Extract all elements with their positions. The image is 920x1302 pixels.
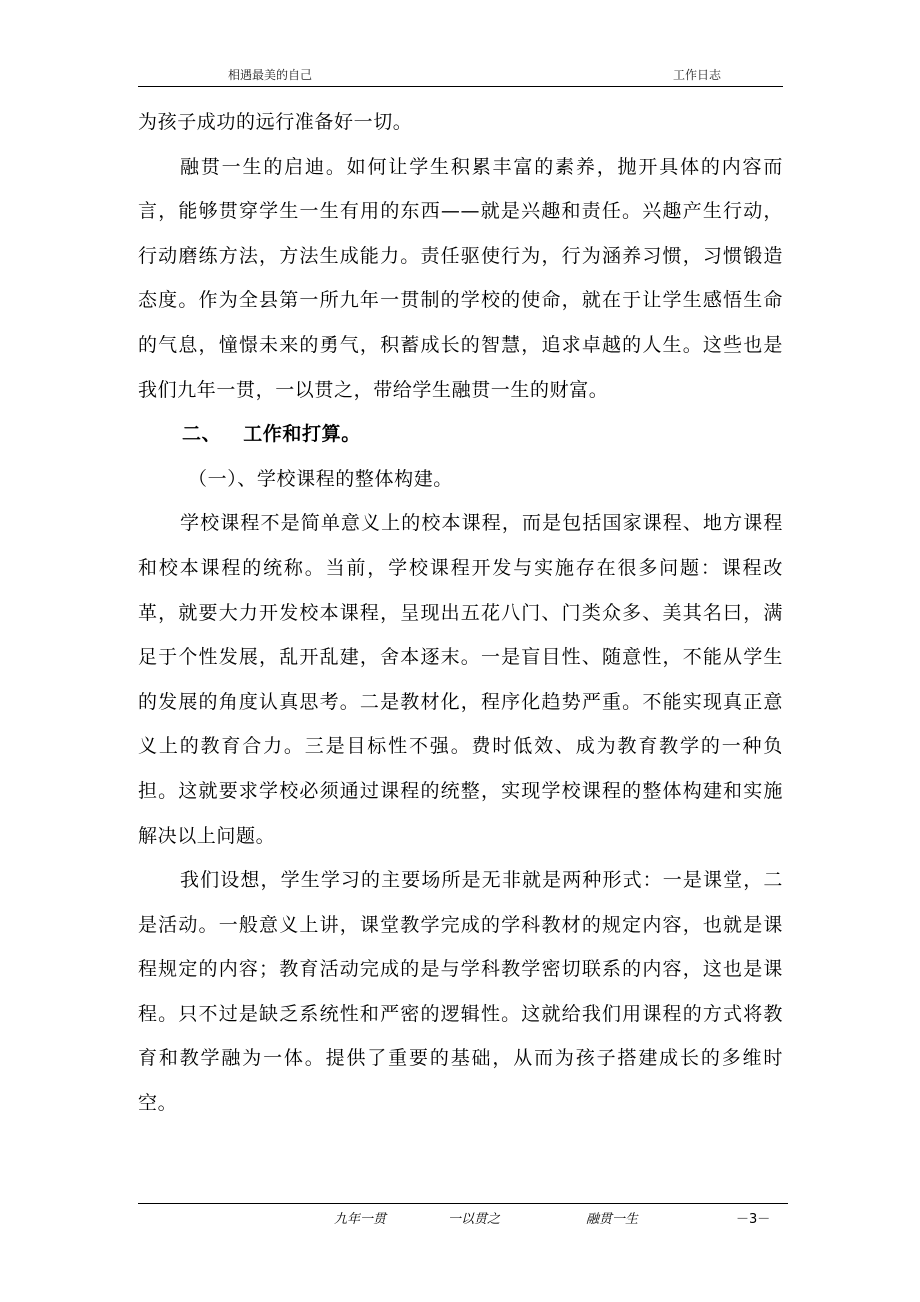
- footer-motto-2: 一以贯之: [448, 1212, 501, 1227]
- header-right-title: 工作日志: [672, 68, 721, 82]
- footer-motto-1: 九年一贯: [334, 1212, 387, 1227]
- paragraph-curriculum-problems: 学校课程不是简单意义上的校本课程，而是包括国家课程、地方课程和校本课程的统称。当前，学校课程开发与实施存在很多问题：课程改革，就要大力开发校本课程，呈现出五花八门、门类众多、美其名曰，满足于个性发展，乱开乱建，舍本逐末。一是盲目性、随意性，不能从学生的发展的角度认真思考。二是教材化，程序化趋势严重。不能实现真正意义上的教育合力。三是目标性不强。费时低效、成为教育教学的一种负担。这就要求学校必须通过课程的统整，实现学校课程的整体构建和实施解决以上问题。: [138, 512, 783, 847]
- paragraph-continued: 为孩子成功的远行准备好一切。: [138, 111, 413, 133]
- header-left-title: 相遇最美的自己: [228, 68, 313, 82]
- subsection-heading: （一）、学校课程的整体构建。: [188, 467, 453, 490]
- page-number: －3－: [736, 1212, 771, 1227]
- paragraph-our-vision: 我们设想，学生学习的主要场所是无非就是两种形式：一是课堂，二是活动。一般意义上讲，课堂教学完成的学科教材的规定内容，也就是课程规定的内容；教育活动完成的是与学科教学密切联系的内容，这也是课程。只不过是缺乏系统性和严密的逻辑性。这就给我们用课程的方式将教育和教学融为一体。提供了重要的基础，从而为孩子搭建成长的多维时空。: [138, 869, 783, 1115]
- page-footer: [138, 1203, 788, 1226]
- footer-motto-3: 融贯一生: [586, 1212, 639, 1227]
- section-number: 二、: [182, 423, 222, 446]
- section-heading: [138, 412, 783, 457]
- document-body: [138, 100, 783, 1126]
- paragraph-lifelong-inspiration: 融贯一生的启迪。如何让学生积累丰富的素养，抛开具体的内容而言，能够贯穿学生一生有用的东西——就是兴趣和责任。兴趣产生行动，行动磨练方法，方法生成能力。责任驱使行为，行为涵养习惯，习惯锻造态度。作为全县第一所九年一贯制的学校的使命，就在于让学生感悟生命的气息，憧憬未来的勇气，积蓄成长的智慧，追求卓越的人生。这些也是我们九年一贯，一以贯之，带给学生融贯一生的财富。: [138, 155, 783, 401]
- page-header: [138, 66, 783, 87]
- section-title: 工作和打算。: [243, 423, 361, 446]
